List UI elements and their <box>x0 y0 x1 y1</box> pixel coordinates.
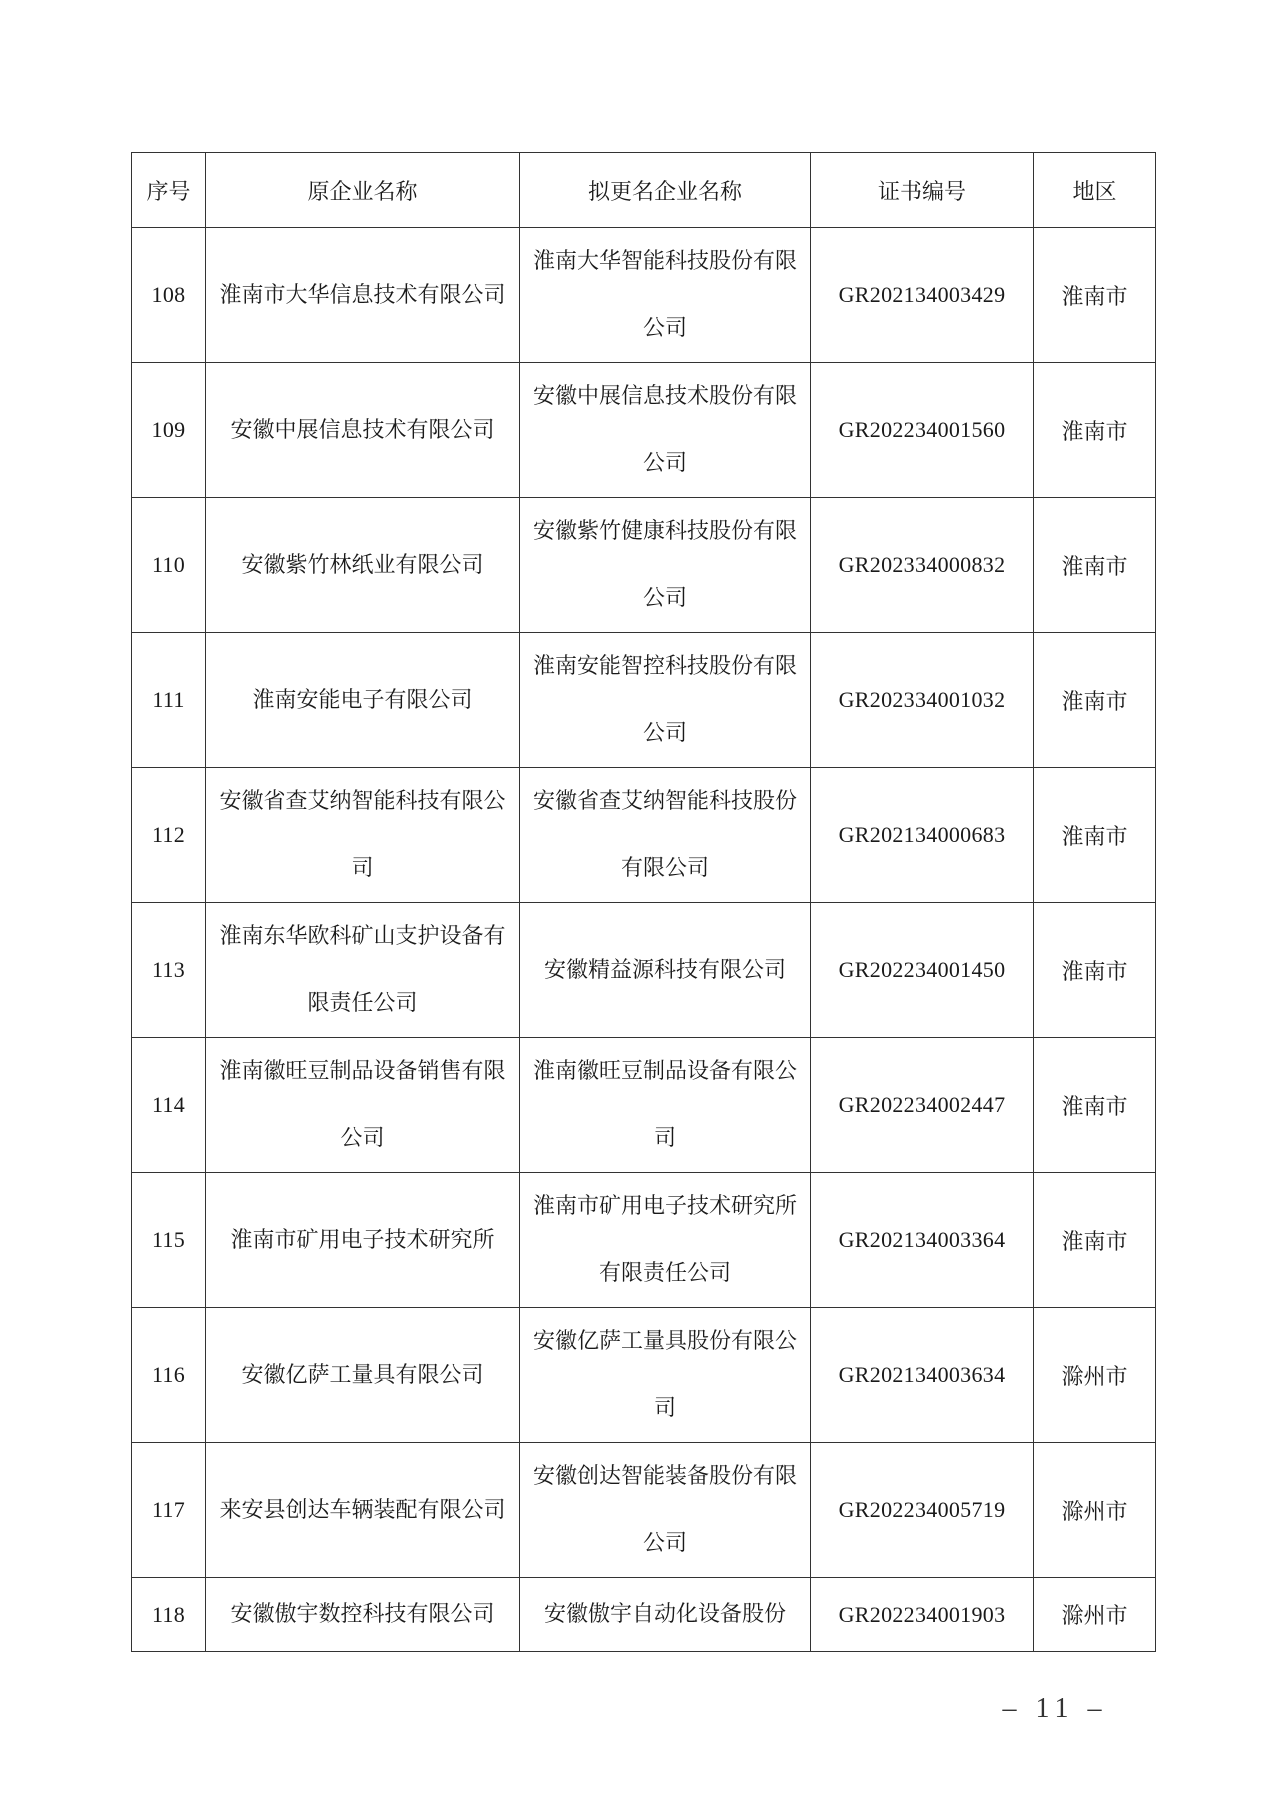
table-row <box>132 1173 1156 1308</box>
row-original-name: 安徽中展信息技术有限公司 <box>206 363 520 498</box>
table-row <box>132 363 1156 498</box>
row-original-name: 安徽紫竹林纸业有限公司 <box>206 498 520 633</box>
row-region: 淮南市 <box>1034 1173 1156 1308</box>
header-original-name: 原企业名称 <box>206 153 520 228</box>
row-region: 滁州市 <box>1034 1308 1156 1443</box>
row-original-name: 安徽亿萨工量具有限公司 <box>206 1308 520 1443</box>
row-region: 淮南市 <box>1034 633 1156 768</box>
row-new-name: 安徽紫竹健康科技股份有限公司 <box>520 498 811 633</box>
row-certificate: GR202234001450 <box>811 903 1034 1038</box>
header-region: 地区 <box>1034 153 1156 228</box>
row-new-name: 安徽傲宇自动化设备股份 <box>520 1578 811 1652</box>
row-seq: 116 <box>132 1308 206 1443</box>
row-original-name: 淮南市大华信息技术有限公司 <box>206 228 520 363</box>
row-original-name: 安徽傲宇数控科技有限公司 <box>206 1578 520 1652</box>
header-certificate: 证书编号 <box>811 153 1034 228</box>
table-row <box>132 498 1156 633</box>
row-original-name: 来安县创达车辆装配有限公司 <box>206 1443 520 1578</box>
row-certificate: GR202334001032 <box>811 633 1034 768</box>
row-seq: 118 <box>132 1578 206 1652</box>
company-rename-table <box>131 152 1156 1652</box>
row-original-name: 安徽省查艾纳智能科技有限公司 <box>206 768 520 903</box>
row-region: 淮南市 <box>1034 1038 1156 1173</box>
row-region: 淮南市 <box>1034 903 1156 1038</box>
row-new-name: 安徽创达智能装备股份有限公司 <box>520 1443 811 1578</box>
row-new-name: 安徽精益源科技有限公司 <box>520 903 811 1038</box>
row-seq: 114 <box>132 1038 206 1173</box>
row-new-name: 安徽亿萨工量具股份有限公司 <box>520 1308 811 1443</box>
table-row <box>132 768 1156 903</box>
table-row <box>132 1443 1156 1578</box>
row-seq: 117 <box>132 1443 206 1578</box>
row-region: 滁州市 <box>1034 1443 1156 1578</box>
row-seq: 111 <box>132 633 206 768</box>
row-seq: 109 <box>132 363 206 498</box>
table-header-row <box>132 153 1156 228</box>
row-new-name: 淮南徽旺豆制品设备有限公司 <box>520 1038 811 1173</box>
row-new-name: 安徽省查艾纳智能科技股份有限公司 <box>520 768 811 903</box>
row-new-name: 淮南市矿用电子技术研究所有限责任公司 <box>520 1173 811 1308</box>
row-seq: 112 <box>132 768 206 903</box>
row-new-name: 安徽中展信息技术股份有限公司 <box>520 363 811 498</box>
row-new-name: 淮南安能智控科技股份有限公司 <box>520 633 811 768</box>
row-seq: 110 <box>132 498 206 633</box>
header-seq: 序号 <box>132 153 206 228</box>
table-row <box>132 228 1156 363</box>
page-number: – 11 – <box>1002 1693 1108 1724</box>
row-original-name: 淮南徽旺豆制品设备销售有限公司 <box>206 1038 520 1173</box>
table-row <box>132 1578 1156 1652</box>
row-certificate: GR202234001903 <box>811 1578 1034 1652</box>
row-certificate: GR202234005719 <box>811 1443 1034 1578</box>
row-certificate: GR202234002447 <box>811 1038 1034 1173</box>
row-certificate: GR202134003634 <box>811 1308 1034 1443</box>
row-certificate: GR202134003429 <box>811 228 1034 363</box>
table-row <box>132 1038 1156 1173</box>
table-row <box>132 633 1156 768</box>
row-region: 滁州市 <box>1034 1578 1156 1652</box>
row-seq: 113 <box>132 903 206 1038</box>
row-certificate: GR202234001560 <box>811 363 1034 498</box>
row-original-name: 淮南东华欧科矿山支护设备有限责任公司 <box>206 903 520 1038</box>
row-new-name: 淮南大华智能科技股份有限公司 <box>520 228 811 363</box>
row-region: 淮南市 <box>1034 498 1156 633</box>
row-certificate: GR202134000683 <box>811 768 1034 903</box>
row-seq: 115 <box>132 1173 206 1308</box>
table-row <box>132 903 1156 1038</box>
row-original-name: 淮南安能电子有限公司 <box>206 633 520 768</box>
row-certificate: GR202134003364 <box>811 1173 1034 1308</box>
table-row <box>132 1308 1156 1443</box>
row-region: 淮南市 <box>1034 363 1156 498</box>
row-seq: 108 <box>132 228 206 363</box>
row-original-name: 淮南市矿用电子技术研究所 <box>206 1173 520 1308</box>
row-region: 淮南市 <box>1034 228 1156 363</box>
row-region: 淮南市 <box>1034 768 1156 903</box>
header-new-name: 拟更名企业名称 <box>520 153 811 228</box>
row-certificate: GR202334000832 <box>811 498 1034 633</box>
